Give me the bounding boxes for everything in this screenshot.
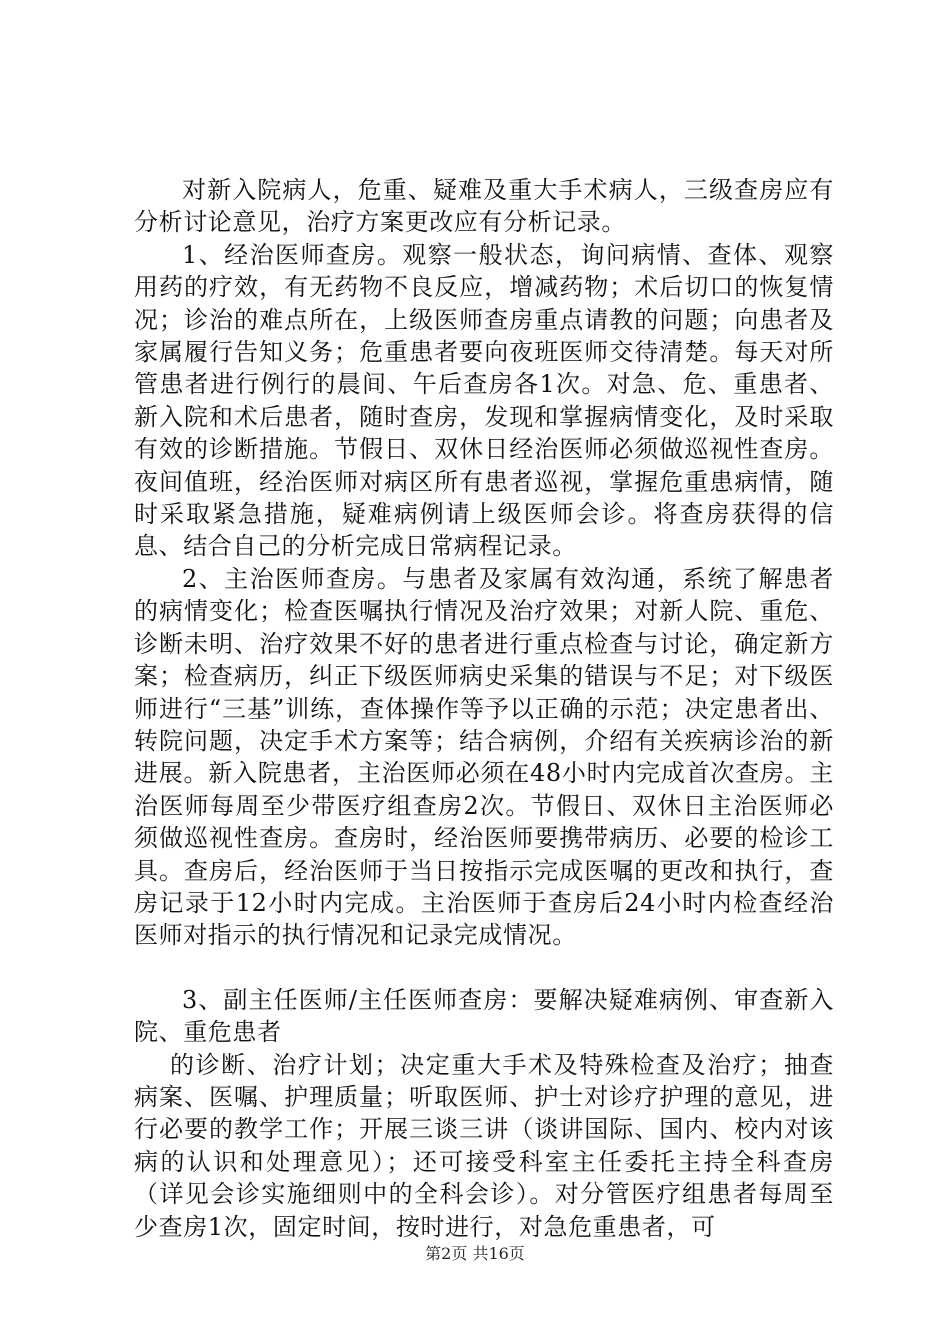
paragraph-gap xyxy=(134,952,834,984)
paragraph-resident-rounds: 1、经治医师查房。观察一般状态，询问病情、查体、观察用药的疗效，有无药物不良反应，增减药物；术后切口的恢复情况；诊治的难点所在，上级医师查房重点请教的问题；向患者及家属履行告知义务；危重患者要向夜班医师交待清楚。每天对所管患者进行例行的晨间、午后查房各1次。对急、危、重患者、新入院和术后患者，随时查房，发现和掌握病情变化，及时采取有效的诊断措施。节假日、双休日经治医师必须做巡视性查房。夜间值班，经治医师对病区所有患者巡视，掌握危重患病情，随时采取紧急措施，疑难病例请上级医师会诊。将查房获得的信息、结合自己的分析完成日常病程记录。 xyxy=(134,240,834,561)
page-footer: 第2页 共16页 xyxy=(425,1244,525,1263)
paragraph-intro: 对新入院病人，危重、疑难及重大手术病人，三级查房应有分析讨论意见，治疗方案更改应有分析记录。 xyxy=(134,176,834,237)
paragraph-chief-rounds-heading: 3、副主任医师/主任医师查房：要解决疑难病例、审查新入院、重危患者 xyxy=(134,985,834,1047)
paragraph-chief-rounds-body: 的诊断、治疗计划；决定重大手术及特殊检查及治疗；抽查病案、医嘱、护理质量；听取医师、护士对诊疗护理的意见，进行必要的教学工作；开展三谈三讲（谈讲国际、国内、校内对该病的认识和处理意见）；还可接受科室主任委托主持全科查房（详见会诊实施细则中的全科会诊）。对分管医疗组患者每周至少查房1次，固定时间，按时进行，对急危重患者，可 xyxy=(134,1050,834,1241)
document-body xyxy=(134,174,834,1243)
paragraph-attending-rounds: 2、主治医师查房。与患者及家属有效沟通，系统了解患者的病情变化；检查医嘱执行情况及治疗效果；对新人院、重危、诊断未明、治疗效果不好的患者进行重点检查与讨论，确定新方案；检查病历，纠正下级医师病史采集的错误与不足；对下级医师进行“三基”训练，查体操作等予以正确的示范；决定患者出、转院问题，决定手术方案等；结合病例，介绍有关疾病诊治的新进展。新入院患者，主治医师必须在48小时内完成首次查房。主治医师每周至少带医疗组查房2次。节假日、双休日主治医师必须做巡视性查房。查房时，经治医师要携带病历、必要的检诊工具。查房后，经治医师于当日按指示完成医嘱的更改和执行，查房记录于12小时内完成。主治医师于查房后24小时内检查经治医师对指示的执行情况和记录完成情况。 xyxy=(134,564,834,950)
